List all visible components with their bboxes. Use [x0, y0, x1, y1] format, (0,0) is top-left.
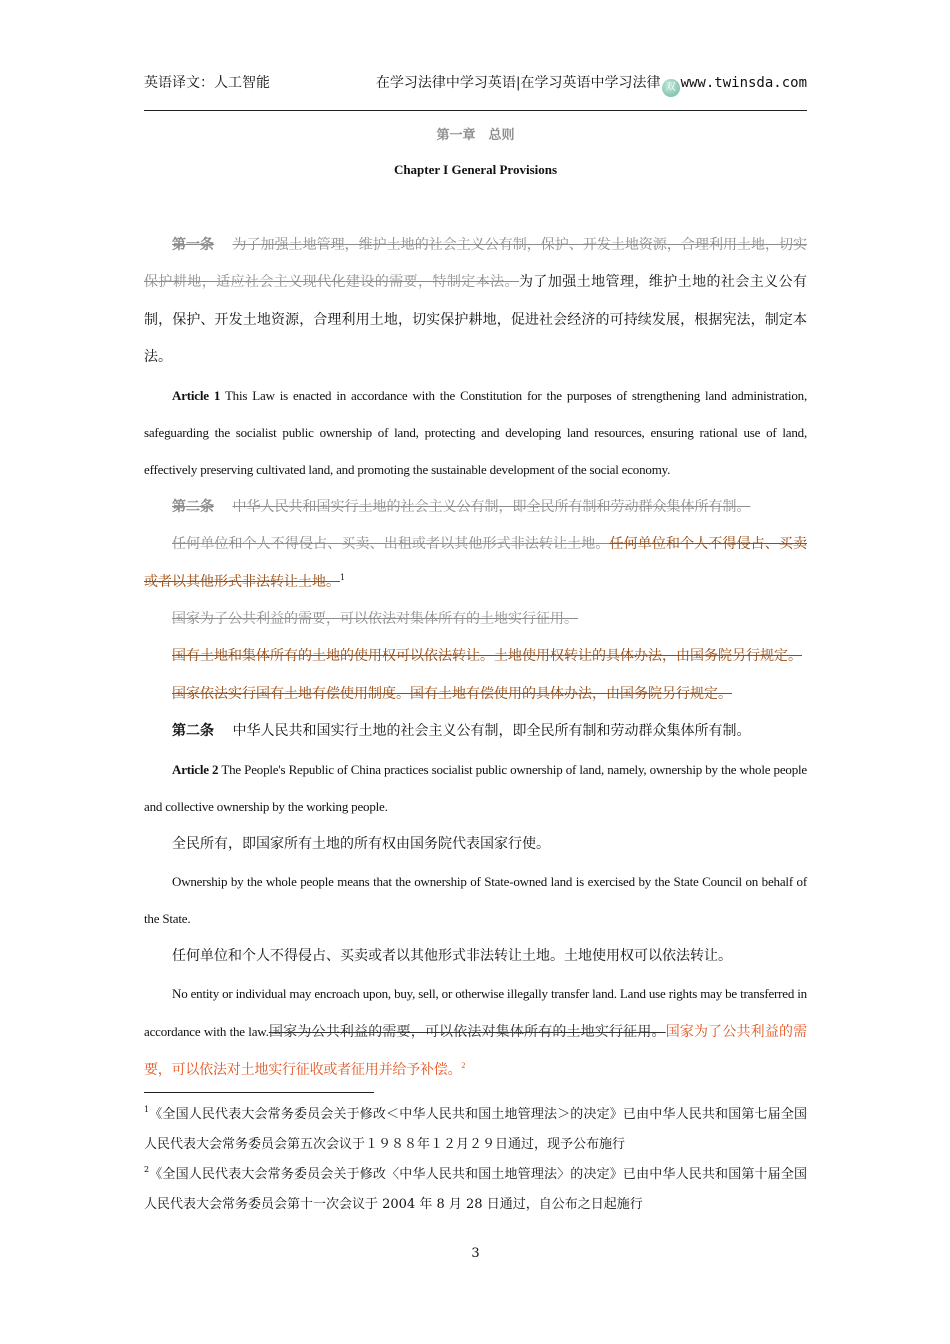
article-1-deleted-text: 为了加强土地管理，维护土地的社会主义公有制，保护、开发土地资源，合理利用土地，切实保护耕地，适应社会主义现代化建设的需要，特制定本法 — [144, 237, 808, 291]
article-2-label-en: Article 2 — [172, 761, 219, 777]
article-1-en-text: This Law is enacted in accordance with the Constitution for the purposes of strengthening land administration, safeguarding the socialist public ownership of land, protecting and developing land resources, ensuring rational use of land, effectively preserving cultivated land, and promoting the sustainable development of the social economy. — [144, 387, 807, 478]
article-2-old-p5: 国家依法实行国有土地有偿使用制度。国有土地有偿使用的具体办法，由国务院另行规定。 — [172, 685, 732, 702]
article-2-en-2: Ownership by the whole people means that the ownership of State-owned land is exercised by the State Council on behalf of the State. — [144, 873, 807, 927]
article-2-en-3-text: No entity or individual may encroach upon, buy, sell, or otherwise illegally transfer land. Land use rights may be transferred in accordance with the law. — [144, 986, 807, 1039]
header-slogan: 在学习法律中学习英语|在学习英语中学习法律 — [375, 75, 661, 91]
footnote-2 — [144, 1160, 807, 1220]
article-1-label-deleted: 第一条 — [172, 237, 215, 253]
page-number: 3 — [471, 1246, 480, 1261]
footnote-ref-2[interactable]: 2 — [461, 1060, 466, 1070]
article-2-old-p3-text: 国家为了公共利益的需要，可以依法对集体所有的土地实行征用 — [172, 611, 564, 628]
article-2-old-p2-brown: 任何单位和个人不得侵占、买卖或者以其他形式非法转让土地 — [144, 536, 808, 590]
chapter-title-en: Chapter I General Provisions — [393, 162, 558, 177]
article-2-zh — [144, 713, 807, 750]
article-2-zh-2: 全民所有，即国家所有土地的所有权由国务院代表国家行使。 — [172, 835, 550, 852]
footnotes — [144, 1100, 807, 1220]
footnote-2-text: 《全国人民代表大会常务委员会关于修改〈中华人民共和国土地管理法〉的决定》已由中华人民共和国第十届全国人民代表大会常务委员会第十一次会议于 2004 年 8 月 28 日通过，自公布之日起施行 — [144, 1167, 807, 1212]
chapter-title-zh: 第一章 总则 — [436, 128, 515, 143]
footnote-ref-1[interactable]: 1 — [340, 572, 346, 582]
article-2-old-p4: 国有土地和集体所有的土地的使用权可以依法转让。土地使用权转让的具体办法，由国务院另行规定。 — [172, 648, 802, 665]
header-url[interactable]: www.twinsda.com — [680, 75, 807, 91]
article-2-en — [144, 751, 807, 826]
article-2-deleted-text: 国家为公共利益的需要，可以依法对集体所有的土地实行征用 — [268, 1024, 652, 1040]
footnote-2-number: 2 — [144, 1165, 150, 1174]
article-2-old-p3: 国家为了公共利益的需要，可以依法对集体所有的土地实行征用。 — [172, 611, 578, 628]
article-2-old-label: 第二条 — [172, 498, 214, 515]
article-1-label-en: Article 1 — [172, 387, 221, 403]
article-2-inserted-text: 国家为了公共利益的需要，可以依法对土地实行征收或者征用并给予补偿。 — [144, 1024, 807, 1078]
article-2-zh-3: 任何单位和个人不得侵占、买卖或者以其他形式非法转让土地。土地使用权可以依法转让。 — [172, 947, 732, 964]
article-2-old-p4-text: 国有土地和集体所有的土地的使用权可以依法转让。土地使用权转让的具体办法，由国务院另行规定 — [172, 648, 788, 665]
article-2-old-text: 中华人民共和国实行土地的社会主义公有制，即全民所有制和劳动群众集体所有制 — [232, 498, 737, 515]
header-title: 英语译文：人工智能 — [144, 75, 270, 91]
document-body — [144, 227, 807, 1089]
header-slogan-group — [376, 70, 807, 97]
article-2-old-p2-grey: 任何单位和个人不得侵占、买卖、出租或者以其他形式非法转让土地 — [172, 536, 596, 553]
footnote-1 — [144, 1100, 807, 1160]
article-1-zh: 第一条 为了加强土地管理，维护土地的社会主义公有制，保护、开发土地资源，合理利用土地，切实保护耕地，适应社会主义现代化建设的需要，特制定本法。为了加强土地管理，维护土地的社会主义公有制，保护、开发土地资源，合理利用土地，切实保护耕地，促进社会经济的可持续发展，根据宪法，制定本法。 — [144, 237, 808, 366]
article-2-zh-text: 中华人民共和国实行土地的社会主义公有制，即全民所有制和劳动群众集体所有制。 — [232, 723, 751, 740]
article-2-old-p1: 第二条 中华人民共和国实行土地的社会主义公有制，即全民所有制和劳动群众集体所有制。 — [172, 498, 751, 515]
article-2-old-p2: 任何单位和个人不得侵占、买卖、出租或者以其他形式非法转让土地。任何单位和个人不得侵占、买卖或者以其他形式非法转让土地。$^1$ — [144, 536, 808, 590]
article-2-old-p5-text: 国家依法实行国有土地有偿使用制度。国有土地有偿使用的具体办法，由国务院另行规定 — [172, 685, 718, 702]
article-1-en — [144, 377, 807, 489]
page-header — [144, 70, 807, 96]
header-divider — [144, 110, 807, 111]
footnote-1-number: 1 — [144, 1105, 150, 1114]
twinsda-logo-icon: 双 — [662, 79, 680, 97]
article-1-new-text: 为了加强土地管理，维护土地的社会主义公有制，保护、开发土地资源，合理利用土地，切实保护耕地，促进社会经济的可持续发展，根据宪法，制定本法。 — [144, 274, 808, 366]
article-2-en-text: The People's Republic of China practices socialist public ownership of land, namely, ownership by the whole people and collective ownership by the working people. — [144, 761, 807, 815]
footnote-divider — [144, 1092, 374, 1093]
footnote-1-text: 《全国人民代表大会常务委员会关于修改＜中华人民共和国土地管理法＞的决定》已由中华人民共和国第七届全国人民代表大会常务委员会第五次会议于１９８８年１２月２９日通过，现予公布施行 — [144, 1107, 807, 1152]
article-2-en-3: No entity or individual may encroach upon, buy, sell, or otherwise illegally transfer land. Land use rights may be transferred in accordance with the law.国家为公共利益的需要，可以依法对集体所有的土地实行征用。国家为了公共利益的需要，可以依法对土地实行征收或者征用并给予补偿。$^2$ — [144, 986, 807, 1078]
article-2-label-zh: 第二条 — [172, 723, 214, 740]
